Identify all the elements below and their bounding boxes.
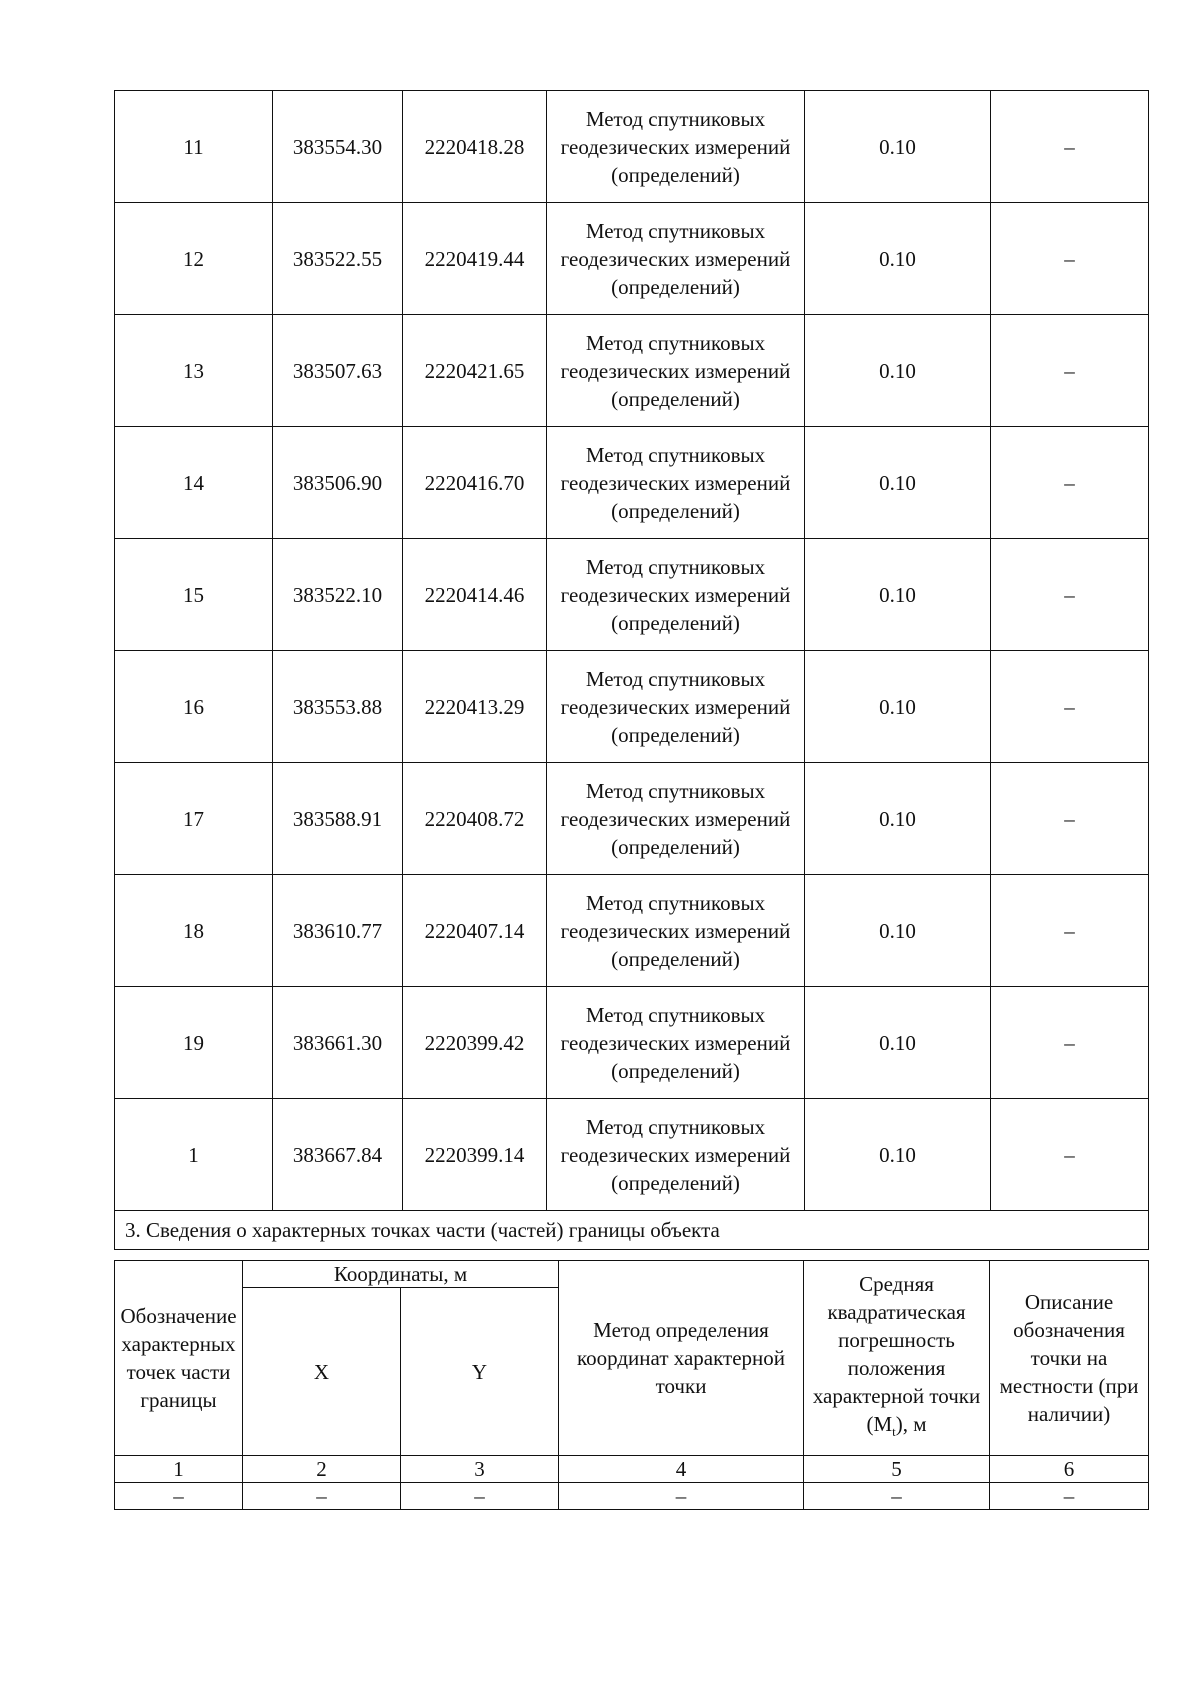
empty-cell: – — [115, 1483, 243, 1510]
error-value: 0.10 — [805, 203, 991, 315]
method-cell: Метод спутниковых геодезических измерений (определений) — [547, 539, 805, 651]
table-row — [115, 427, 1149, 539]
error-value: 0.10 — [805, 427, 991, 539]
table-row — [115, 315, 1149, 427]
coord-y: 2220408.72 — [403, 763, 547, 875]
header-x: X — [243, 1288, 401, 1456]
column-number: 5 — [804, 1456, 990, 1483]
empty-cell: – — [990, 1483, 1149, 1510]
coord-y: 2220407.14 — [403, 875, 547, 987]
point-number: 12 — [115, 203, 273, 315]
point-number: 13 — [115, 315, 273, 427]
table-row — [115, 203, 1149, 315]
header-y: Y — [401, 1288, 559, 1456]
points-table-body — [115, 91, 1149, 1250]
method-cell: Метод спутниковых геодезических измерений (определений) — [547, 427, 805, 539]
method-cell: Метод спутниковых геодезических измерений (определений) — [547, 875, 805, 987]
table-row — [115, 539, 1149, 651]
table-row — [115, 651, 1149, 763]
column-number: 4 — [559, 1456, 804, 1483]
table-row — [115, 1099, 1149, 1211]
header-error-suffix: ), м — [895, 1411, 927, 1436]
coord-x: 383588.91 — [273, 763, 403, 875]
error-value: 0.10 — [805, 315, 991, 427]
header-coords: Координаты, м — [243, 1261, 559, 1288]
table-row — [115, 875, 1149, 987]
point-number: 17 — [115, 763, 273, 875]
coord-x: 383610.77 — [273, 875, 403, 987]
column-numbers-row — [115, 1456, 1149, 1483]
header-method: Метод определения координат характерной точки — [559, 1261, 804, 1456]
header-error — [804, 1261, 990, 1456]
column-number: 2 — [243, 1456, 401, 1483]
coord-x: 383507.63 — [273, 315, 403, 427]
coord-y: 2220399.14 — [403, 1099, 547, 1211]
point-number: 14 — [115, 427, 273, 539]
coord-x: 383553.88 — [273, 651, 403, 763]
error-value: 0.10 — [805, 91, 991, 203]
error-value: 0.10 — [805, 875, 991, 987]
header-description: Описание обозначения точки на местности (при наличии) — [990, 1261, 1149, 1456]
method-cell: Метод спутниковых геодезических измерений (определений) — [547, 987, 805, 1099]
point-number: 11 — [115, 91, 273, 203]
table-row — [115, 763, 1149, 875]
empty-cell: – — [243, 1483, 401, 1510]
column-number: 6 — [990, 1456, 1149, 1483]
coord-x: 383667.84 — [273, 1099, 403, 1211]
method-cell: Метод спутниковых геодезических измерений (определений) — [547, 91, 805, 203]
coord-x: 383522.55 — [273, 203, 403, 315]
empty-cell: – — [401, 1483, 559, 1510]
empty-cell: – — [559, 1483, 804, 1510]
description-cell: – — [991, 91, 1149, 203]
column-number: 3 — [401, 1456, 559, 1483]
error-value: 0.10 — [805, 987, 991, 1099]
point-number: 15 — [115, 539, 273, 651]
coord-x: 383554.30 — [273, 91, 403, 203]
coord-y: 2220418.28 — [403, 91, 547, 203]
coord-y: 2220399.42 — [403, 987, 547, 1099]
description-cell: – — [991, 651, 1149, 763]
boundary-points-table — [114, 90, 1149, 1250]
coord-y: 2220421.65 — [403, 315, 547, 427]
coord-x: 383522.10 — [273, 539, 403, 651]
error-value: 0.10 — [805, 763, 991, 875]
description-cell: – — [991, 539, 1149, 651]
section3-title-row — [115, 1211, 1149, 1250]
description-cell: – — [991, 763, 1149, 875]
error-value: 0.10 — [805, 539, 991, 651]
coord-y: 2220416.70 — [403, 427, 547, 539]
section3-title: 3. Сведения о характерных точках части (частей) границы объекта — [115, 1211, 1149, 1250]
description-cell: – — [991, 315, 1149, 427]
description-cell: – — [991, 987, 1149, 1099]
method-cell: Метод спутниковых геодезических измерений (определений) — [547, 651, 805, 763]
header-designation: Обозначение характерных точек части границы — [115, 1261, 243, 1456]
empty-cell: – — [804, 1483, 990, 1510]
method-cell: Метод спутниковых геодезических измерений (определений) — [547, 763, 805, 875]
parts-header-row-1 — [115, 1261, 1149, 1288]
error-value: 0.10 — [805, 1099, 991, 1211]
point-number: 16 — [115, 651, 273, 763]
table-row — [115, 987, 1149, 1099]
coord-x: 383506.90 — [273, 427, 403, 539]
method-cell: Метод спутниковых геодезических измерений (определений) — [547, 1099, 805, 1211]
coord-y: 2220419.44 — [403, 203, 547, 315]
error-value: 0.10 — [805, 651, 991, 763]
coord-x: 383661.30 — [273, 987, 403, 1099]
point-number: 18 — [115, 875, 273, 987]
empty-data-row — [115, 1483, 1149, 1510]
description-cell: – — [991, 1099, 1149, 1211]
description-cell: – — [991, 875, 1149, 987]
table-row — [115, 91, 1149, 203]
method-cell: Метод спутниковых геодезических измерений (определений) — [547, 315, 805, 427]
point-number: 1 — [115, 1099, 273, 1211]
coord-y: 2220414.46 — [403, 539, 547, 651]
coord-y: 2220413.29 — [403, 651, 547, 763]
point-number: 19 — [115, 987, 273, 1099]
part-boundary-points-table — [114, 1260, 1149, 1510]
header-error-prefix: Средняя квадратическая погрешность положения характерной точки (M — [812, 1271, 981, 1436]
column-number: 1 — [115, 1456, 243, 1483]
description-cell: – — [991, 427, 1149, 539]
header-error-sub: t — [892, 1424, 896, 1440]
description-cell: – — [991, 203, 1149, 315]
method-cell: Метод спутниковых геодезических измерений (определений) — [547, 203, 805, 315]
